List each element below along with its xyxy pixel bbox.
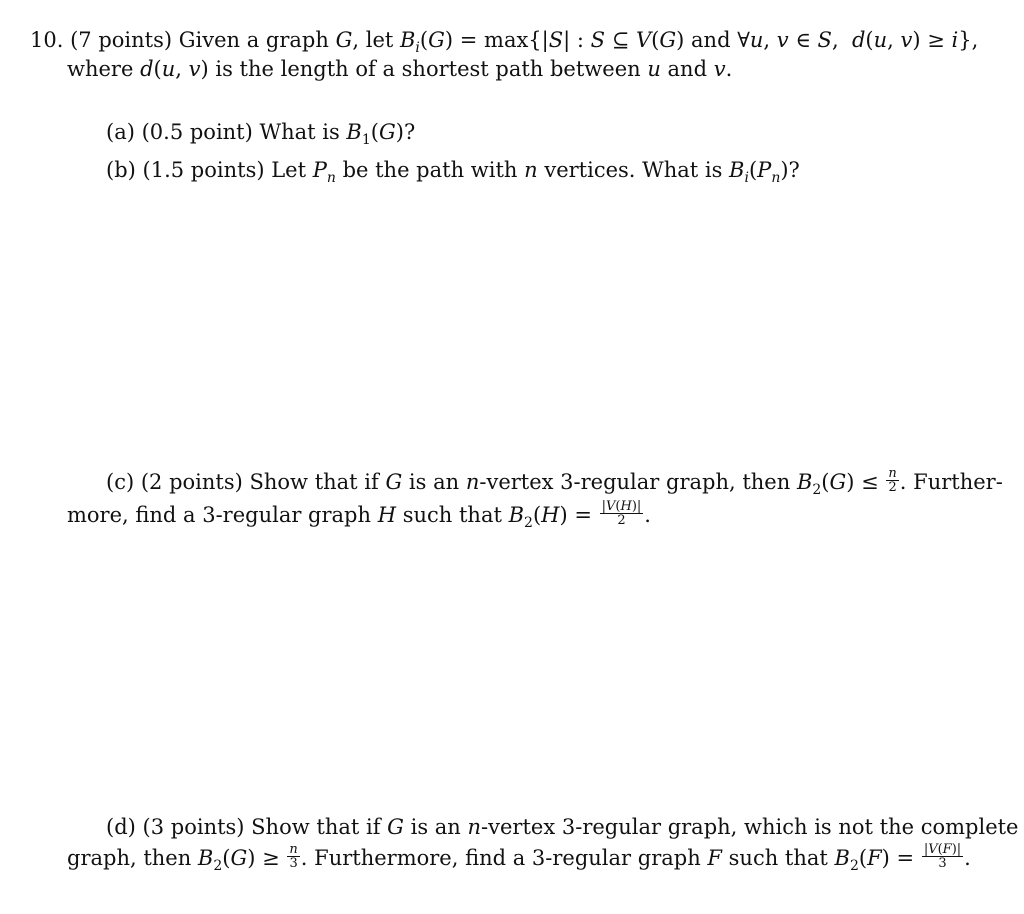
part-c-points: (2 points) bbox=[140, 470, 243, 494]
part-d-points: (3 points) bbox=[142, 815, 245, 839]
part-b-label: (b) bbox=[106, 158, 136, 182]
problem-points: (7 points) bbox=[70, 28, 173, 52]
fraction-n-over-3: $\frac{n}{3}$ bbox=[289, 842, 298, 871]
part-b-points: (1.5 points) bbox=[142, 158, 265, 182]
part-c-label: (c) bbox=[106, 470, 135, 494]
fraction-vh-over-2: $\frac{|V(H)|}{2}$ bbox=[601, 499, 642, 528]
part-d-line-2: graph, then $B_2(G)$ ≥ $\frac{n}{3}$ . Furthermore, find a 3-regular graph F such that $B_2(F)$ = $\frac{|V(F)|}{3}$ . bbox=[67, 842, 971, 875]
part-a-points: (0.5 point) bbox=[141, 120, 253, 144]
part-a-label: (a) bbox=[106, 120, 135, 144]
problem-statement-line-1: 10. (7 points) Given a graph G, let $B_i(G) = \max\{|S|$ : S ⊆ V(G) and ∀u, v ∈ S, d(u, v) ≥ i}, bbox=[30, 28, 979, 57]
part-a: (a) (0.5 point) What is $B_1(G)$? bbox=[106, 120, 416, 149]
problem-intro: Given a graph bbox=[178, 28, 329, 52]
part-c-line-2: more, find a 3-regular graph H such that $B_2(H)$ = $\frac{|V(H)|}{2}$ . bbox=[67, 499, 651, 532]
part-d-line-1: (d) (3 points) Show that if G is an n-vertex 3-regular graph, which is not the complete bbox=[106, 815, 1019, 839]
fraction-n-over-2: $\frac{n}{2}$ bbox=[888, 466, 897, 495]
part-c-line-1: (c) (2 points) Show that if G is an n-vertex 3-regular graph, then $B_2(G)$ ≤ $\frac{n}{2}$ . Further- bbox=[106, 466, 1003, 499]
problem-number: 10. bbox=[30, 28, 64, 52]
problem-statement-line-2: where d(u, v) is the length of a shortest path between u and v. bbox=[67, 57, 733, 81]
part-d-label: (d) bbox=[106, 815, 136, 839]
fraction-vf-over-3: $\frac{|V(F)|}{3}$ bbox=[923, 842, 962, 871]
part-b: (b) (1.5 points) Let $P_n$ be the path with n vertices. What is $B_i(P_n)$? bbox=[106, 158, 800, 187]
